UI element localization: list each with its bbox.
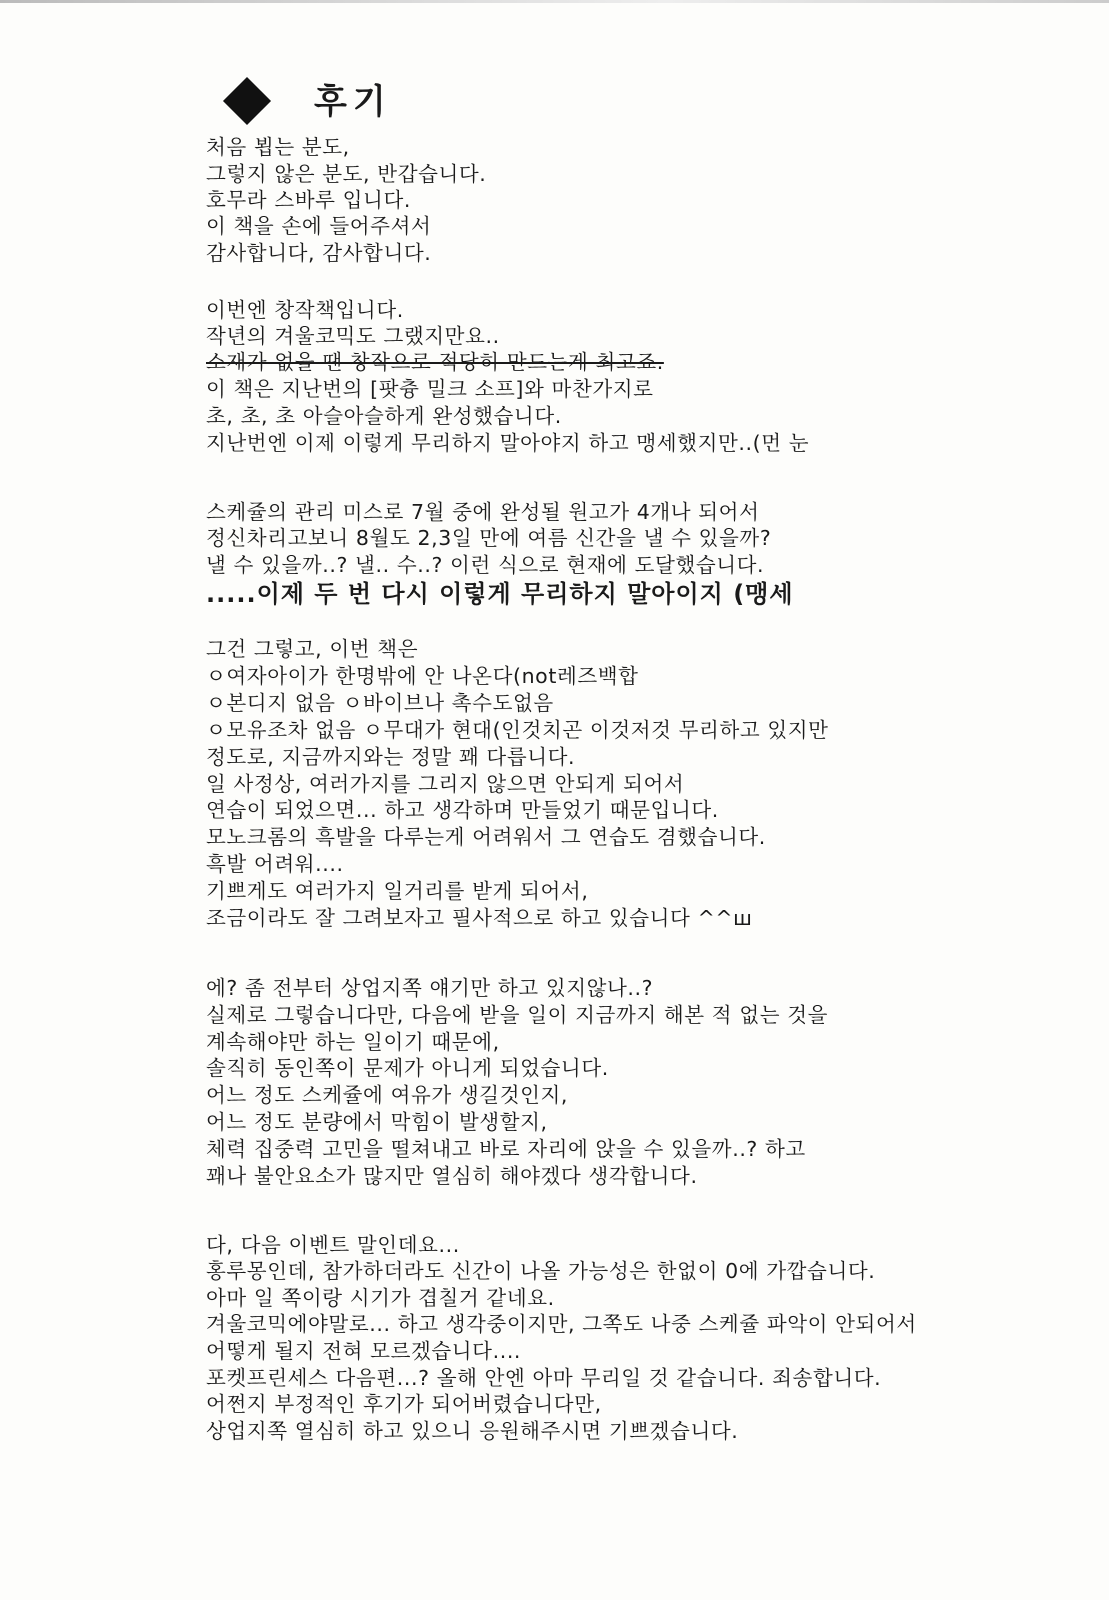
text-line: 연습이 되었으면... 하고 생각하며 만들었기 때문입니다.	[206, 798, 719, 822]
text-line: 작년의 겨울코믹도 그랬지만요..	[206, 324, 500, 348]
text-line: 상업지쪽 열심히 하고 있으니 응원해주시면 기쁘겠습니다.	[206, 1419, 739, 1443]
text-line: 어떻게 될지 전혀 모르겠습니다....	[206, 1339, 522, 1363]
text-line: 포켓프린세스 다음편...? 올해 안엔 아마 무리일 것 같습니다. 죄송합니다.	[206, 1366, 882, 1390]
text-line: 정도로, 지금까지와는 정말 꽤 다릅니다.	[206, 745, 576, 769]
text-line: ㅇ본디지 없음 ㅇ바이브나 촉수도없음	[206, 691, 554, 715]
text-line: 꽤나 불안요소가 많지만 열심히 해야겠다 생각합니다.	[206, 1164, 698, 1188]
text-line: ㅇ여자아이가 한명밖에 안 나온다(not레즈백합	[206, 664, 639, 688]
text-line: 체력 집중력 고민을 떨쳐내고 바로 자리에 앉을 수 있을까..? 하고	[206, 1137, 806, 1161]
text-line: 낼 수 있을까..? 낼.. 수..? 이런 식으로 현재에 도달했습니다.	[206, 553, 765, 577]
text-line: 감사합니다, 감사합니다.	[206, 241, 432, 265]
text-line: 호무라 스바루 입니다.	[206, 188, 411, 212]
text-line: 아마 일 쪽이랑 시기가 겹칠거 같네요.	[206, 1286, 555, 1310]
text-line: 이 책을 손에 들어주셔서	[206, 214, 432, 238]
text-line: 소재가 없을 땐 창작으로 적당히 만드는게 최고죠.	[206, 350, 664, 374]
text-line: 정신차리고보니 8월도 2,3일 만에 여름 신간을 낼 수 있을까?	[206, 526, 772, 550]
text-line: 어느 정도 분량에서 막힘이 발생할지,	[206, 1110, 548, 1134]
text-line: 어쩐지 부정적인 후기가 되어버렸습니다만,	[206, 1392, 602, 1416]
text-line: 흑발 어려워....	[206, 852, 344, 876]
text-line: 다, 다음 이벤트 말인데요...	[206, 1233, 460, 1257]
text-line: 솔직히 동인쪽이 문제가 아니게 되었습니다.	[206, 1056, 609, 1080]
text-line: 처음 뵙는 분도,	[206, 135, 350, 159]
text-line: 어느 정도 스케쥴에 여유가 생길것인지,	[206, 1083, 569, 1107]
text-line: 겨울코믹에야말로... 하고 생각중이지만, 그쪽도 나중 스케쥴 파악이 안되어서	[206, 1312, 917, 1336]
text-line: 조금이라도 잘 그려보자고 필사적으로 하고 있습니다 ^^ш	[206, 906, 753, 930]
text-line: .....이제 두 번 다시 이렇게 무리하지 말아이지 (맹세	[206, 580, 794, 608]
text-line: ㅇ모유조차 없음 ㅇ무대가 현대(인것치곤 이것저것 무리하고 있지만	[206, 718, 829, 742]
text-line: 이번엔 창작책입니다.	[206, 298, 404, 322]
page-title: 후기	[314, 82, 392, 122]
text-line: 그건 그렇고, 이번 책은	[206, 637, 419, 661]
text-line: 이 책은 지난번의 [팟츙 밀크 소프]와 마찬가지로	[206, 377, 654, 401]
text-line: 모노크롬의 흑발을 다루는게 어려워서 그 연습도 겸했습니다.	[206, 825, 766, 849]
text-line: 기쁘게도 여러가지 일거리를 받게 되어서,	[206, 879, 589, 903]
text-line: 홍루몽인데, 참가하더라도 신간이 나올 가능성은 한없이 0에 가깝습니다.	[206, 1259, 876, 1283]
text-line: 일 사정상, 여러가지를 그리지 않으면 안되게 되어서	[206, 772, 685, 796]
text-line: 에? 좀 전부터 상업지쪽 얘기만 하고 있지않나..?	[206, 976, 654, 1000]
text-line: 계속해야만 하는 일이기 때문에,	[206, 1030, 500, 1054]
text-line: 지난번엔 이제 이렇게 무리하지 말아야지 하고 맹세했지만..(먼 눈	[206, 431, 810, 455]
text-line: 실제로 그렇습니다만, 다음에 받을 일이 지금까지 해본 적 없는 것을	[206, 1003, 829, 1027]
text-line: 그렇지 않은 분도, 반갑습니다.	[206, 162, 487, 186]
text-line: 초, 초, 초 아슬아슬하게 완성했습니다.	[206, 404, 562, 428]
text-line: 스케쥴의 관리 미스로 7월 중에 완성될 원고가 4개나 되어서	[206, 500, 760, 524]
